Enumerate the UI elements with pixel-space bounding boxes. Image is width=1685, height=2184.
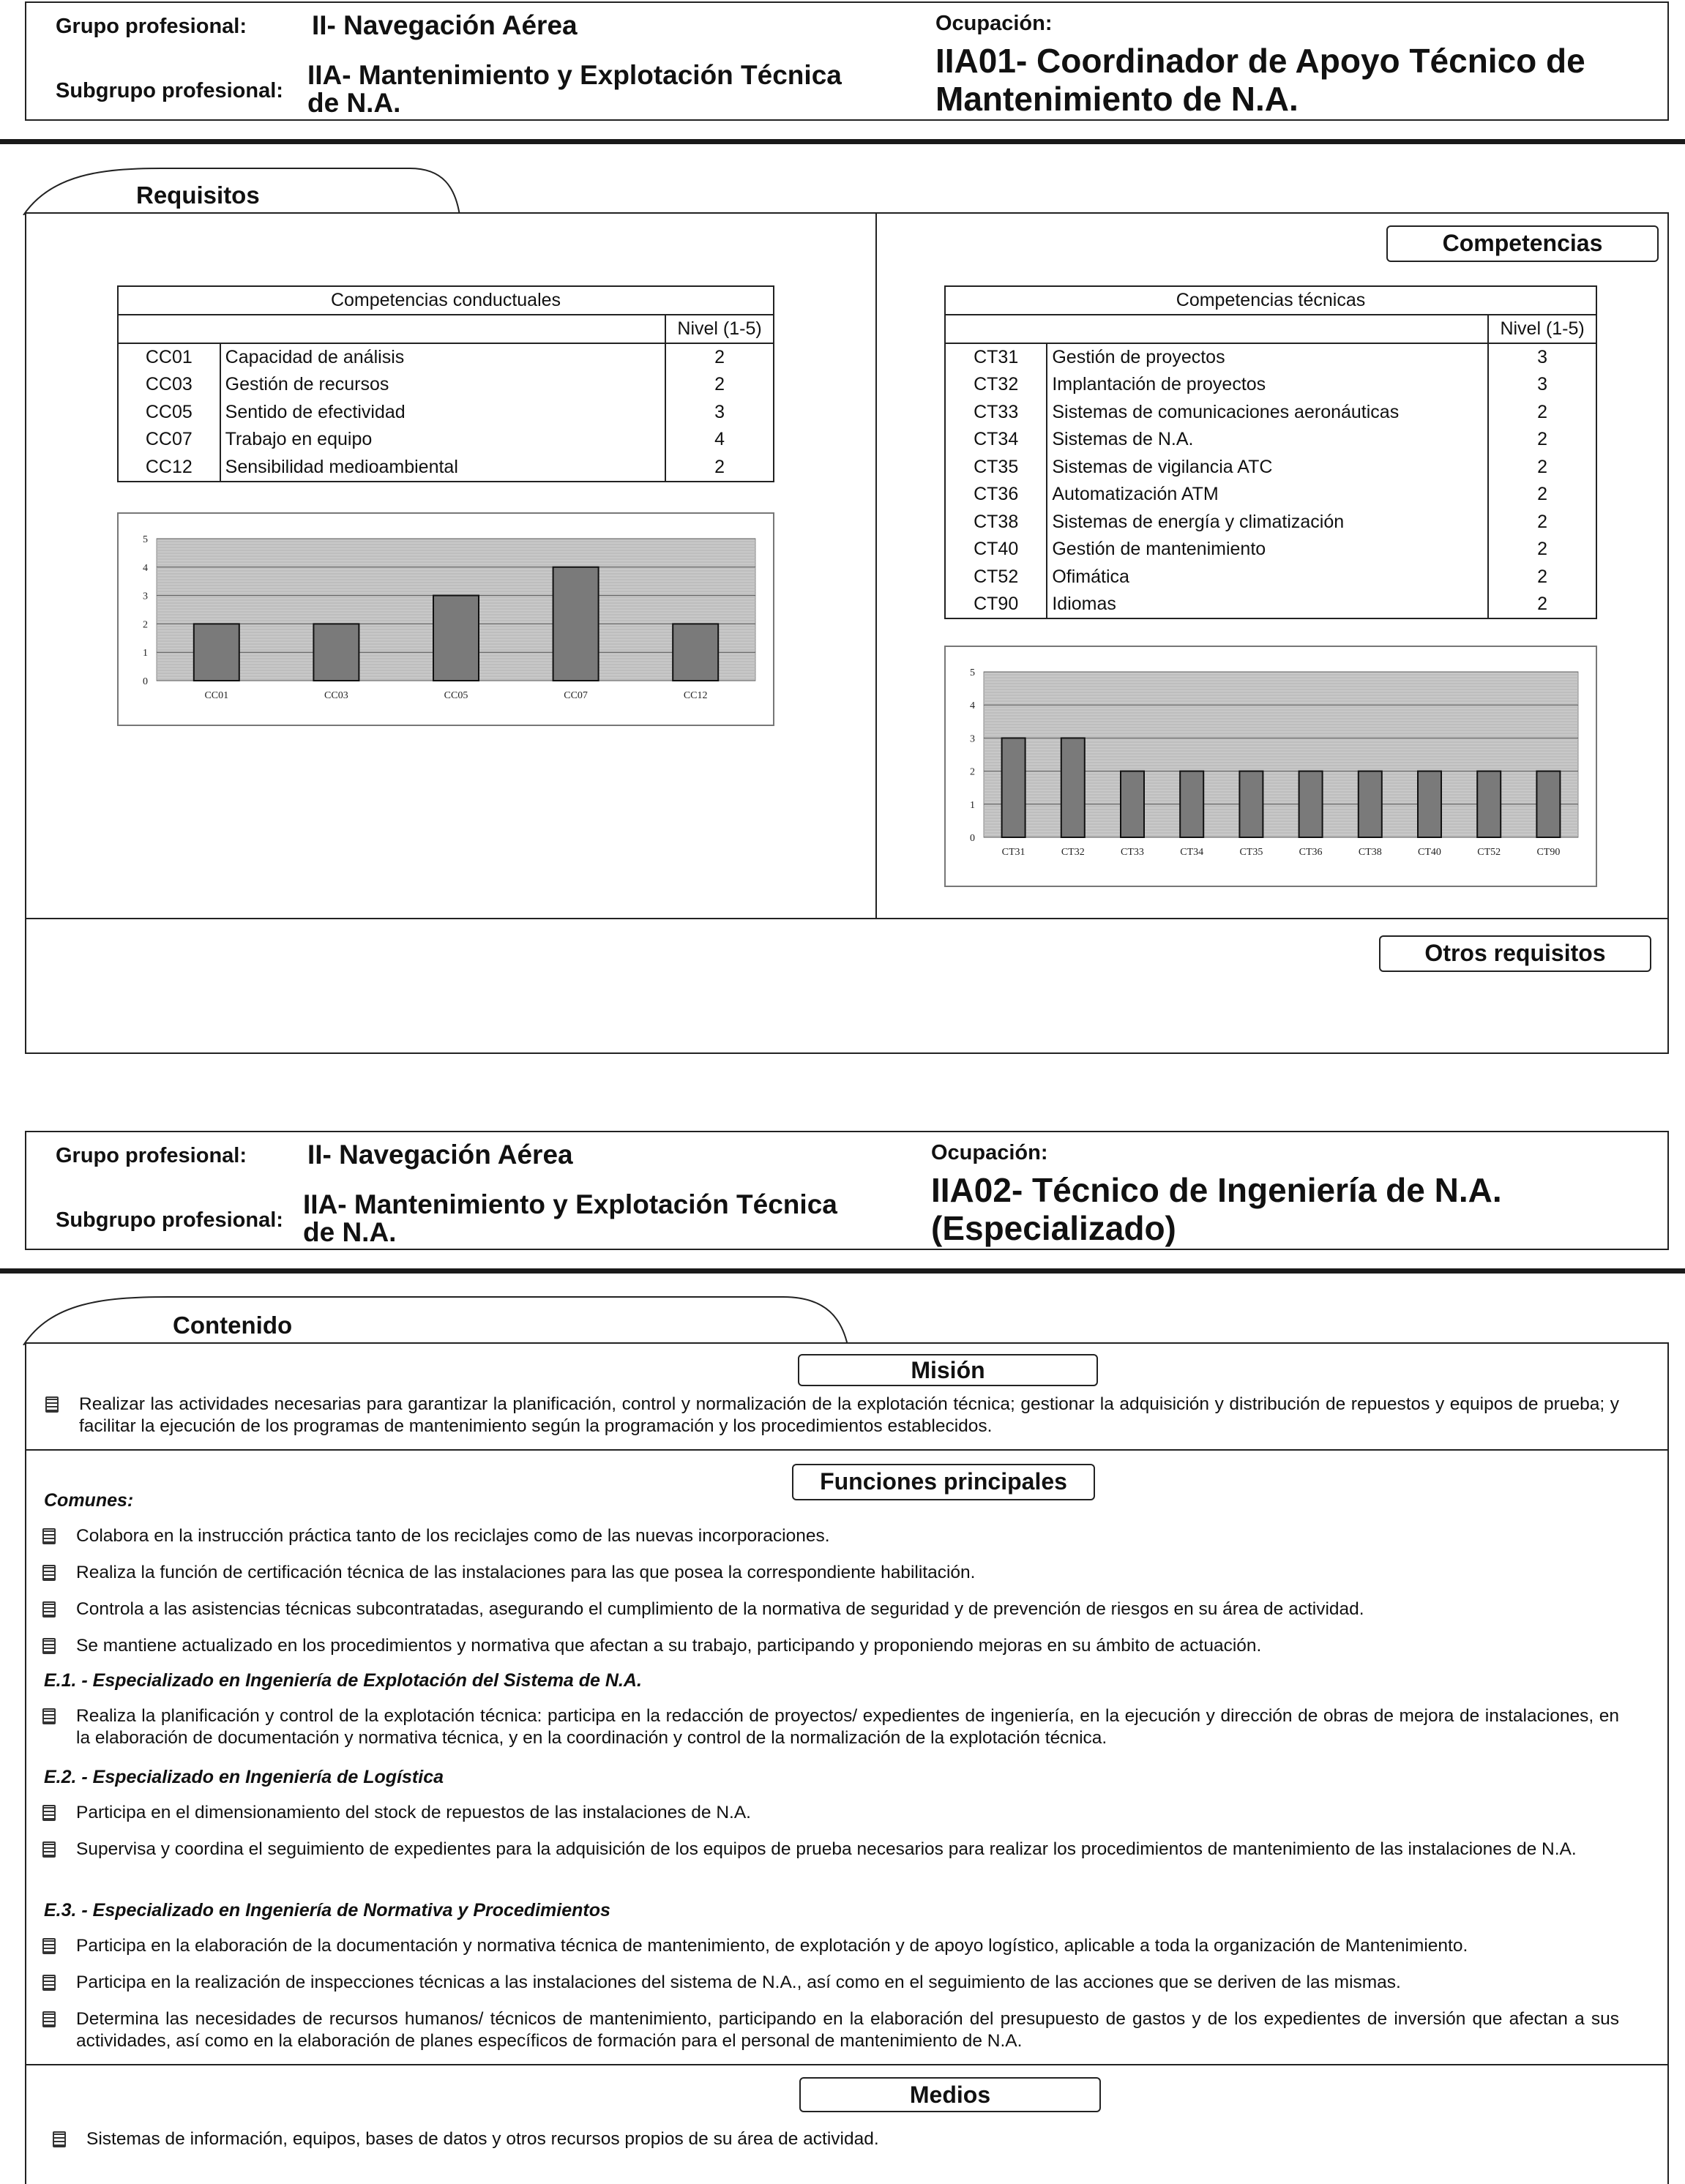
table-row: [118, 399, 774, 427]
function-text: Realiza la planificación y control de la explotación técnica: participa en la redacción de proyectos/ expedientes de ingeniería, en la ejecución y dirección de obras de mejora de instalaciones, en la elaboración de documentación y normativa técnica, y en la coordinación y control de la normalización de la explotación técnica.: [76, 1706, 1619, 1748]
function-text: Participa en la elaboración de la documentación y normativa técnica de mantenimiento, de explotación y de apoyo logístico, aplicable a toda la organización de Mantenimiento.: [76, 1936, 1468, 1956]
document-icon: [42, 1975, 56, 1991]
list-item: [42, 1802, 1619, 1825]
code-cell: CT36: [945, 481, 1047, 509]
y-tick-label: 3: [143, 591, 148, 602]
table-row: [945, 371, 1596, 399]
list-item: [45, 1394, 1619, 1440]
table-row: [945, 564, 1596, 591]
y-tick-label: 0: [143, 676, 148, 687]
tecnicas-bar-chart: [946, 647, 1596, 886]
level-cell: 2: [1488, 426, 1596, 454]
level-cell: 2: [1488, 536, 1596, 564]
list-item: [42, 1839, 1619, 1885]
document-icon: [42, 1638, 56, 1654]
code-cell: CT34: [945, 426, 1047, 454]
occupation-header-1: [25, 1, 1669, 121]
name-cell: Automatización ATM: [1047, 481, 1488, 509]
name-cell: Sistemas de energía y climatización: [1047, 509, 1488, 536]
document-icon: [53, 2131, 66, 2147]
document-icon: [42, 1841, 56, 1858]
name-cell: Ofimática: [1047, 564, 1488, 591]
e2-label: E.2. - Especializado en Ingeniería de Logística: [44, 1767, 444, 1787]
nivel-header: Nivel (1-5): [665, 315, 774, 343]
bar: [1477, 771, 1501, 837]
y-tick-label: 3: [970, 733, 975, 745]
document-icon: [42, 1528, 56, 1544]
function-text: Se mantiene actualizado en los procedimientos y normativa que afectan a su trabajo, participando y proponiendo mejoras en su ámbito de actuación.: [76, 1636, 1262, 1656]
name-cell: Sistemas de N.A.: [1047, 426, 1488, 454]
x-tick-label: CT40: [1418, 847, 1441, 858]
ocupacion-title-line1: IIA02- Técnico de Ingeniería de N.A.: [931, 1171, 1502, 1209]
code-cell: CT38: [945, 509, 1047, 536]
code-cell: CC12: [118, 454, 220, 482]
contenido-tab: [22, 1294, 849, 1345]
list-item: [53, 2128, 1619, 2152]
y-tick-label: 5: [970, 667, 975, 678]
ocupacion-title-line2: Mantenimiento de N.A.: [935, 80, 1299, 118]
level-cell: 2: [1488, 399, 1596, 427]
code-cell: CT32: [945, 371, 1047, 399]
grupo-value: II- Navegación Aérea: [307, 1140, 573, 1170]
code-cell: CT33: [945, 399, 1047, 427]
x-tick-label: CT35: [1239, 847, 1263, 858]
table-row: [945, 426, 1596, 454]
function-text: Controla a las asistencias técnicas subcontratadas, asegurando el cumplimiento de la normativa de seguridad y de prevención de riesgos en su área de actividad.: [76, 1599, 1364, 1619]
subgrupo-value-line1: IIA- Mantenimiento y Explotación Técnica: [307, 60, 842, 90]
bar: [1002, 738, 1025, 837]
bar: [313, 624, 359, 681]
y-tick-label: 5: [143, 534, 148, 545]
x-tick-label: CT52: [1477, 847, 1501, 858]
table-row: [118, 454, 774, 482]
separator-rule: [0, 139, 1685, 144]
list-item: [42, 1705, 1619, 1752]
y-tick-label: 1: [970, 799, 975, 811]
table-title: Competencias técnicas: [945, 286, 1596, 315]
x-tick-label: CC05: [444, 690, 468, 701]
bar: [1418, 771, 1441, 837]
grupo-value: II- Navegación Aérea: [312, 10, 578, 40]
name-cell: Capacidad de análisis: [220, 343, 665, 371]
function-text: Colabora en la instrucción práctica tanto de los reciclajes como de las nuevas incorporaciones.: [76, 1526, 830, 1546]
list-item: [42, 1972, 1619, 1995]
conductuales-chart-frame: [117, 512, 774, 726]
ocupacion-title-line1: IIA01- Coordinador de Apoyo Técnico de: [935, 42, 1585, 80]
tecnicas-chart-frame: [944, 646, 1597, 887]
x-tick-label: CT33: [1121, 847, 1144, 858]
occupation-header-2: [25, 1131, 1669, 1250]
requisitos-label: Requisitos: [136, 182, 260, 209]
table-row: [945, 591, 1596, 618]
y-tick-label: 0: [970, 833, 975, 844]
code-cell: CC03: [118, 371, 220, 399]
contenido-label: Contenido: [173, 1312, 293, 1339]
table-row: [945, 399, 1596, 427]
x-tick-label: CC12: [683, 690, 708, 701]
name-cell: Gestión de mantenimiento: [1047, 536, 1488, 564]
x-tick-label: CT90: [1536, 847, 1561, 858]
subgrupo-label: Subgrupo profesional:: [56, 1208, 283, 1232]
name-cell: Idiomas: [1047, 591, 1488, 618]
y-tick-label: 4: [970, 700, 975, 712]
grupo-label: Grupo profesional:: [56, 1144, 247, 1167]
bar: [1121, 771, 1144, 837]
competencias-label: Competencias: [1386, 225, 1659, 262]
function-text: Determina las necesidades de recursos humanos/ técnicos de mantenimiento, participando en la elaboración del presupuesto de gastos y de los expedientes de inversión que afectan a sus actividades, así como en la elaboración de planes específicos de formación para el personal de mantenimiento de N.A.: [76, 2009, 1619, 2051]
table-row: [945, 509, 1596, 536]
code-cell: CT90: [945, 591, 1047, 618]
table-row: [118, 426, 774, 454]
list-item: [42, 1525, 1619, 1549]
function-text: Participa en el dimensionamiento del stock de repuestos de las instalaciones de N.A.: [76, 1803, 751, 1822]
subgrupo-label: Subgrupo profesional:: [56, 79, 283, 102]
level-cell: 2: [1488, 481, 1596, 509]
ocupacion-label: Ocupación:: [931, 1141, 1048, 1164]
conductuales-bar-chart: [119, 514, 773, 725]
grupo-label: Grupo profesional:: [56, 15, 247, 38]
medios-label: Medios: [799, 2077, 1101, 2112]
level-cell: 2: [1488, 564, 1596, 591]
x-tick-label: CT32: [1061, 847, 1085, 858]
level-cell: 3: [1488, 343, 1596, 371]
x-tick-label: CT34: [1180, 847, 1204, 858]
function-text: Participa en la realización de inspecciones técnicas a las instalaciones del sistema de N.A., así como en el seguimiento de las acciones que se deriven de las mismas.: [76, 1972, 1401, 1992]
medios-text: Sistemas de información, equipos, bases de datos y otros recursos propios de su área de actividad.: [86, 2129, 879, 2149]
list-item: [42, 1562, 1619, 1585]
document-icon: [42, 1565, 56, 1581]
bar: [553, 567, 599, 681]
document-icon: [42, 2011, 56, 2027]
bar: [1061, 738, 1085, 837]
y-tick-label: 2: [970, 766, 975, 778]
e3-label: E.3. - Especializado en Ingeniería de Normativa y Procedimientos: [44, 1900, 610, 1921]
subgrupo-value-line2: de N.A.: [307, 88, 401, 118]
function-text: Supervisa y coordina el seguimiento de expedientes para la adquisición de los equipos de prueba necesarios para realizar los procedimientos de mantenimiento de las instalaciones de N.A.: [76, 1839, 1577, 1859]
e1-label: E.1. - Especializado en Ingeniería de Explotación del Sistema de N.A.: [44, 1670, 642, 1691]
nivel-header: Nivel (1-5): [1488, 315, 1596, 343]
code-cell: CT31: [945, 343, 1047, 371]
name-cell: Implantación de proyectos: [1047, 371, 1488, 399]
comunes-label: Comunes:: [44, 1490, 134, 1511]
document-icon: [42, 1938, 56, 1954]
bar: [1359, 771, 1382, 837]
document-icon: [42, 1805, 56, 1821]
level-cell: 2: [1488, 591, 1596, 618]
mision-label: Misión: [798, 1354, 1098, 1386]
code-cell: CT40: [945, 536, 1047, 564]
level-cell: 3: [1488, 371, 1596, 399]
list-item: [42, 1598, 1619, 1622]
level-cell: 2: [1488, 454, 1596, 482]
list-item: [42, 2008, 1619, 2055]
funciones-label: Funciones principales: [792, 1464, 1095, 1500]
table-row: [118, 343, 774, 371]
code-cell: CC05: [118, 399, 220, 427]
x-tick-label: CT31: [1001, 847, 1025, 858]
mision-text: Realizar las actividades necesarias para garantizar la planificación, control y normalización de la explotación técnica; gestionar la adquisición y distribución de repuestos y equipos de prueba; y facilitar la ejecución de los programas de mantenimiento según la programación y los procedimientos establecidos.: [79, 1394, 1619, 1436]
table-row: [945, 481, 1596, 509]
function-text: Realiza la función de certificación técnica de las instalaciones para las que posea la correspondiente habilitación.: [76, 1563, 976, 1582]
level-cell: 2: [665, 343, 774, 371]
bar: [673, 624, 718, 681]
bar: [194, 624, 239, 681]
name-cell: Sistemas de comunicaciones aeronáuticas: [1047, 399, 1488, 427]
table-row: [118, 371, 774, 399]
code-cell: CC01: [118, 343, 220, 371]
x-tick-label: CC03: [324, 690, 348, 701]
bar: [1239, 771, 1263, 837]
y-tick-label: 1: [143, 648, 148, 659]
competencias-conductuales-table: [117, 285, 774, 482]
x-tick-label: CT36: [1299, 847, 1323, 858]
name-cell: Trabajo en equipo: [220, 426, 665, 454]
subgrupo-value-line1: IIA- Mantenimiento y Explotación Técnica: [303, 1189, 837, 1219]
ocupacion-label: Ocupación:: [935, 12, 1053, 35]
code-cell: CC07: [118, 426, 220, 454]
name-cell: Gestión de proyectos: [1047, 343, 1488, 371]
ocupacion-title-line2: (Especializado): [931, 1209, 1176, 1247]
subgrupo-value-line2: de N.A.: [303, 1217, 397, 1247]
table-row: [945, 343, 1596, 371]
x-tick-label: CC01: [204, 690, 229, 701]
x-tick-label: CC07: [564, 690, 588, 701]
name-cell: Sensibilidad medioambiental: [220, 454, 665, 482]
bar: [1299, 771, 1323, 837]
bar: [433, 596, 479, 681]
document-icon: [42, 1601, 56, 1618]
list-item: [42, 1635, 1619, 1658]
otros-requisitos-label: Otros requisitos: [1379, 935, 1651, 972]
level-cell: 2: [665, 371, 774, 399]
bar: [1536, 771, 1560, 837]
y-tick-label: 2: [143, 619, 148, 631]
bar: [1180, 771, 1203, 837]
list-item: [42, 1935, 1619, 1959]
table-title: Competencias conductuales: [118, 286, 774, 315]
name-cell: Sentido de efectividad: [220, 399, 665, 427]
document-icon: [42, 1708, 56, 1724]
code-cell: CT35: [945, 454, 1047, 482]
table-row: [945, 536, 1596, 564]
level-cell: 3: [665, 399, 774, 427]
code-cell: CT52: [945, 564, 1047, 591]
level-cell: 2: [665, 454, 774, 482]
separator-rule: [0, 1268, 1685, 1274]
level-cell: 2: [1488, 509, 1596, 536]
document-icon: [45, 1396, 59, 1413]
table-row: [945, 454, 1596, 482]
x-tick-label: CT38: [1358, 847, 1382, 858]
name-cell: Gestión de recursos: [220, 371, 665, 399]
level-cell: 4: [665, 426, 774, 454]
name-cell: Sistemas de vigilancia ATC: [1047, 454, 1488, 482]
y-tick-label: 4: [143, 562, 148, 574]
competencias-tecnicas-table: [944, 285, 1597, 619]
